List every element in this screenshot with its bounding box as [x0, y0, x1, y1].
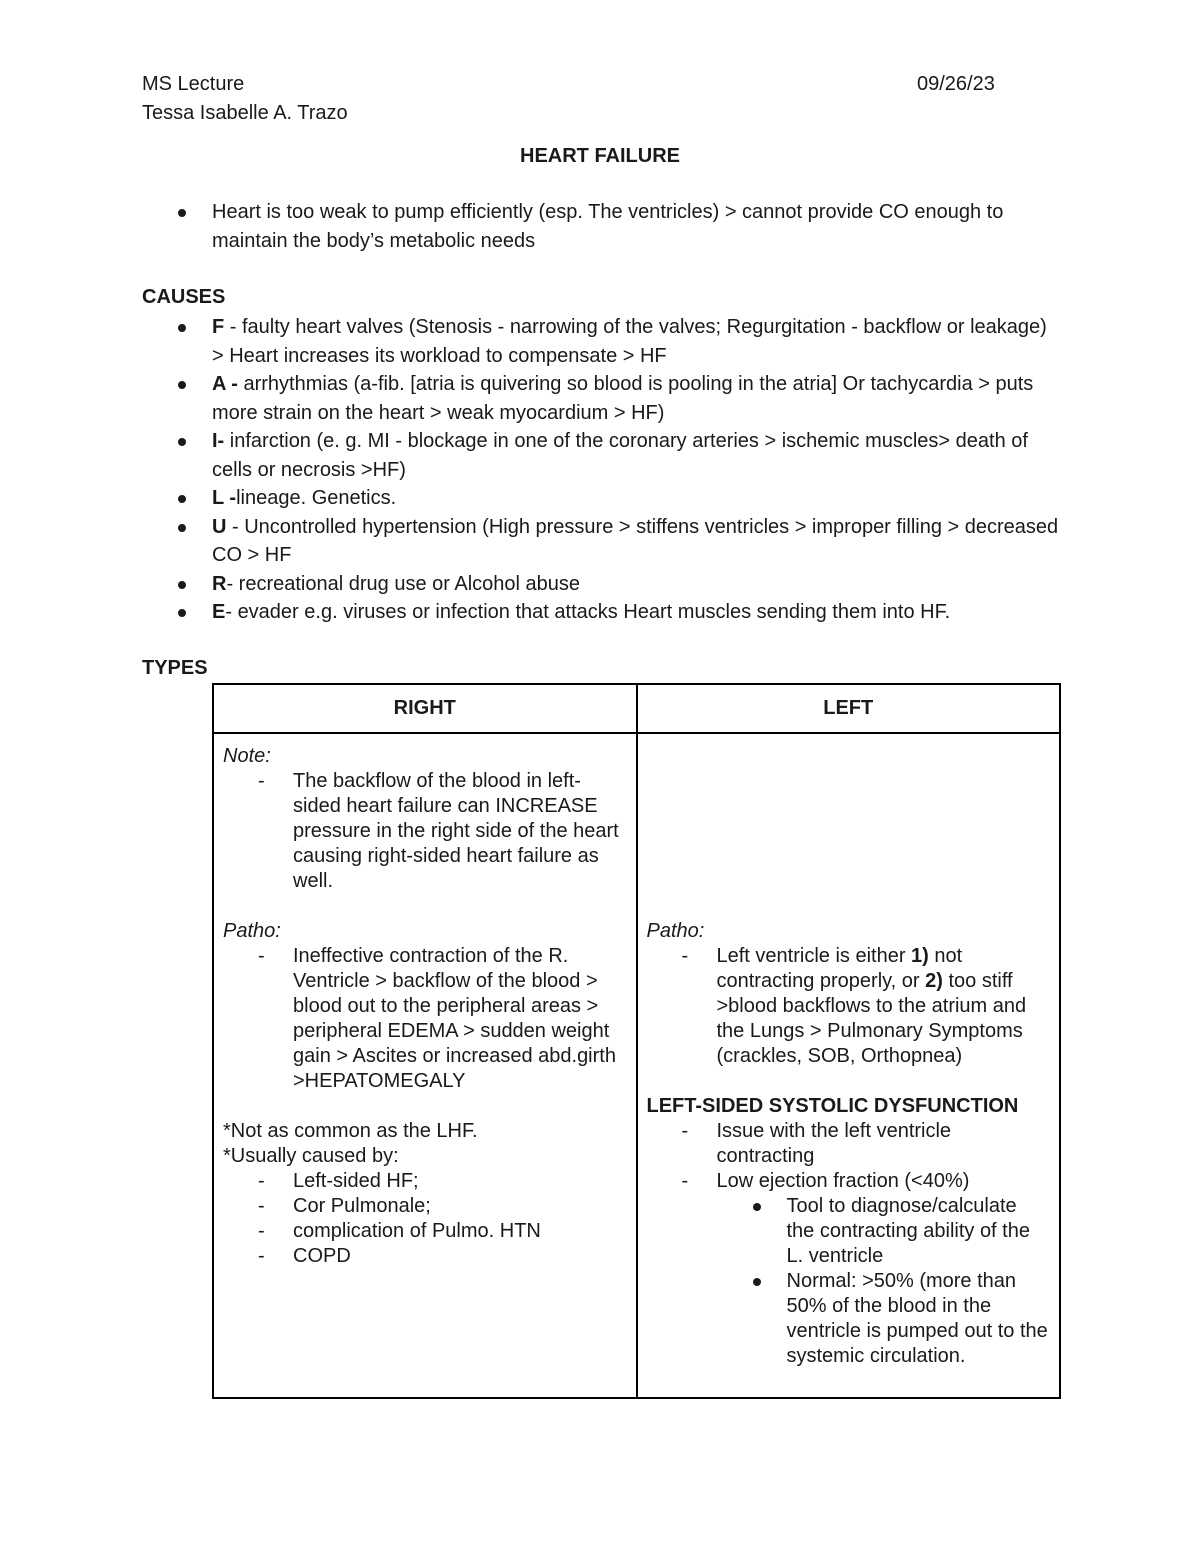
cause-text: faulty heart valves (Stenosis - narrowing of the valves; Regurgitation - backflow or leakage) > Heart increases its workload to compensate > HF	[212, 316, 1047, 367]
list-item: - Ineffective contraction of the R. Ventricle > backflow of the blood > blood out to the peripheral areas > peripheral EDEMA > sudden weight gain > Ascites or increased abd.girth >HEPATOMEGALY	[223, 944, 626, 1094]
patho-text-1: Left ventricle is either	[716, 945, 912, 967]
course-name: MS Lecture	[142, 73, 245, 95]
list-item: - The backflow of the blood in left-sided heart failure can INCREASE pressure in the right side of the heart causing right-sided heart failure as well.	[223, 769, 626, 894]
list-item: - COPD	[223, 1244, 626, 1269]
cause-letter: L -	[212, 487, 237, 509]
cause-letter: I-	[212, 430, 225, 452]
cause-text: infarction (e. g. MI - blockage in one of the coronary arteries > ischemic muscles> death of cells or necrosis >HF)	[212, 430, 1028, 481]
cause-text: evader e.g. viruses or infection that attacks Heart muscles sending them into HF.	[237, 601, 951, 623]
cause-sep: -	[225, 601, 238, 623]
cause-item-e	[142, 598, 1062, 627]
definition-text: Heart is too weak to pump efficiently (esp. The ventricles) > cannot provide CO enough to maintain the body’s metabolic needs	[212, 201, 1004, 252]
list-item	[647, 1169, 1050, 1369]
patho-bold-1: 1)	[911, 945, 929, 967]
cause-sep: -	[224, 316, 242, 338]
cause-letter: E	[212, 601, 226, 623]
causes-heading: CAUSES	[142, 286, 226, 308]
systolic-heading: LEFT-SIDED SYSTOLIC DYSFUNCTION	[646, 1095, 1019, 1117]
cause-letter: A -	[212, 373, 238, 395]
cause-letter: R	[212, 572, 227, 595]
left-column-header: LEFT	[637, 684, 1061, 733]
list-item: - complication of Pulmo. HTN	[223, 1219, 626, 1244]
right-common-line: *Not as common as the LHF.	[223, 1120, 478, 1142]
causes-list	[142, 313, 1062, 627]
cause-item-i	[142, 427, 1062, 484]
cause-text: recreational drug use or Alcohol abuse	[238, 572, 580, 595]
cause-item-f	[142, 313, 1062, 370]
ejection-fraction-text: Low ejection fraction (<40%)	[716, 1170, 970, 1192]
cause-sep: -	[226, 572, 239, 595]
right-note-label: Note:	[223, 745, 271, 767]
cause-item-u	[142, 513, 1062, 570]
list-item: - Cor Pulmonale;	[223, 1194, 626, 1219]
patho-bold-2: 2)	[925, 970, 943, 992]
page-title: HEART FAILURE	[520, 145, 680, 167]
left-patho-label: Patho:	[646, 920, 705, 942]
types-heading: TYPES	[142, 657, 208, 679]
left-patho-list	[647, 944, 1050, 1069]
patho-text-3: too stiff >blood backflows to the atrium and the Lungs > Pulmonary Symptoms (crackles, SOB, Orthopnea)	[716, 970, 1027, 1067]
patho-text-2: not contracting properly, or	[716, 945, 963, 992]
cause-item-l	[142, 484, 1062, 513]
list-item: Tool to diagnose/calculate the contracting ability of the L. ventricle	[717, 1194, 1050, 1269]
cause-text: arrhythmias (a-fib. [atria is quivering so blood is pooling in the atria] Or tachycardia > puts more strain on the heart > weak myocardium > HF)	[212, 373, 1034, 424]
cause-text: lineage. Genetics.	[236, 487, 397, 509]
cause-letter: F	[212, 316, 225, 338]
systolic-list	[647, 1119, 1050, 1369]
left-cell	[637, 733, 1061, 1398]
ef-sublist	[647, 1194, 1050, 1369]
author-name: Tessa Isabelle A. Trazo	[142, 102, 348, 124]
types-header-row	[213, 684, 1060, 733]
list-item: - Issue with the left ventricle contracting	[647, 1119, 1050, 1169]
right-patho-label: Patho:	[223, 920, 281, 942]
list-item: Normal: >50% (more than 50% of the blood in the ventricle is pumped out to the systemic circulation.	[717, 1269, 1050, 1369]
right-patho-list	[223, 944, 626, 1094]
right-cell	[213, 733, 637, 1398]
cause-letter: U	[212, 515, 227, 538]
list-item	[647, 944, 1050, 1069]
right-caused-by-line: *Usually caused by:	[223, 1145, 399, 1167]
right-note-list	[223, 769, 626, 894]
cause-item-a	[142, 370, 1062, 427]
lecture-date: 09/26/23	[917, 73, 995, 95]
types-body-row	[213, 733, 1060, 1398]
definition-item	[142, 198, 1062, 255]
cause-item-r	[142, 570, 1062, 599]
cause-sep: -	[226, 515, 245, 538]
cause-text: Uncontrolled hypertension (High pressure > stiffens ventricles > improper filling > decreased CO > HF	[212, 515, 1059, 566]
types-table	[212, 683, 1061, 1399]
right-caused-by-list	[223, 1169, 626, 1269]
definition-list	[142, 198, 1062, 255]
list-item: - Left-sided HF;	[223, 1169, 626, 1194]
right-column-header: RIGHT	[213, 684, 637, 733]
